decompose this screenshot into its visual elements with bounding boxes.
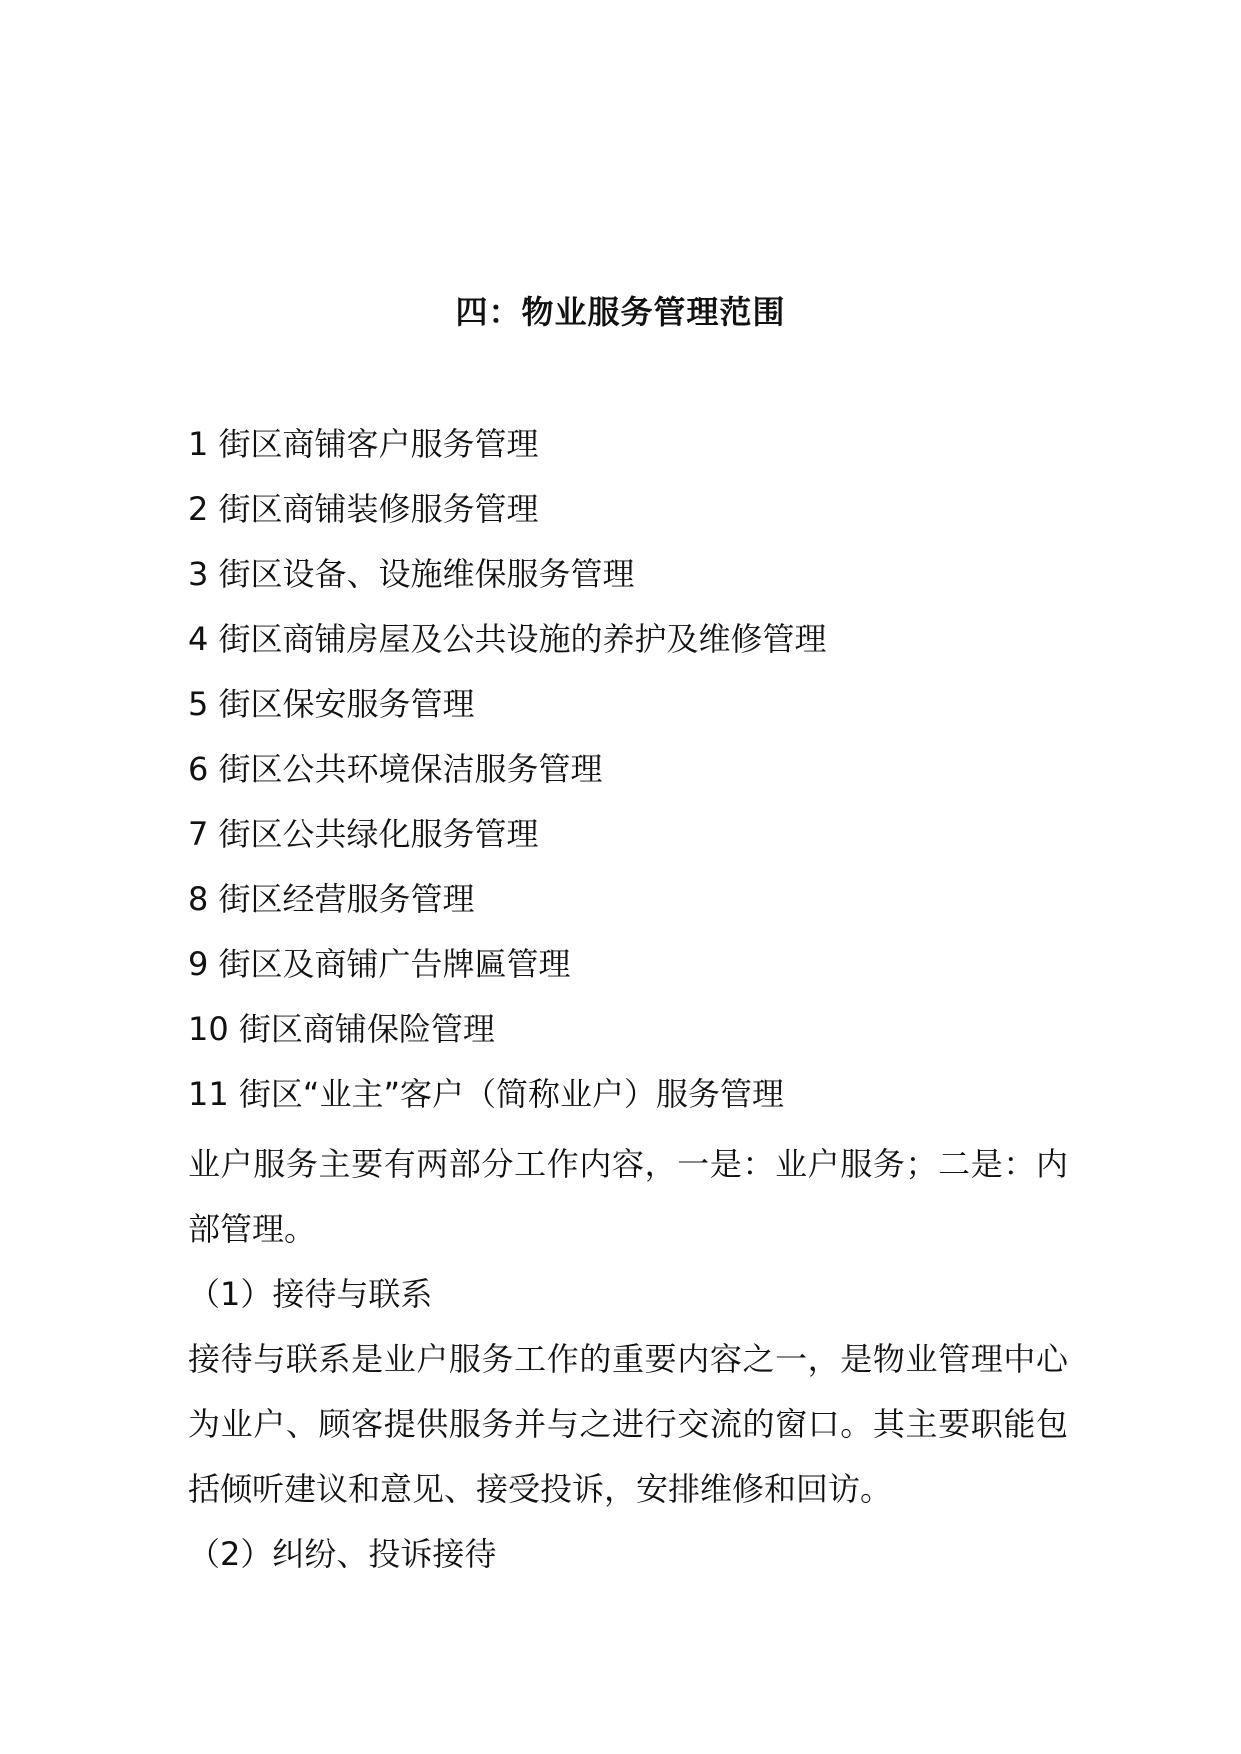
scope-list: [188, 420, 1068, 1135]
list-item: 3 街区设备、设施维保服务管理: [188, 555, 635, 593]
list-item: 1 街区商铺客户服务管理: [188, 425, 539, 463]
page-title: 四：物业服务管理范围: [455, 293, 786, 331]
list-item: 9 街区及商铺广告牌匾管理: [188, 945, 571, 983]
paragraph-reception: 接待与联系是业户服务工作的重要内容之一，是物业管理中心为业户、顾客提供服务并与之进行交流的窗口。其主要职能包括倾听建议和意见、接受投诉，安排维修和回访。: [188, 1340, 1068, 1508]
section-heading-reception: （1）接待与联系: [188, 1275, 433, 1313]
list-item: 6 街区公共环境保洁服务管理: [188, 750, 603, 788]
list-item: 5 街区保安服务管理: [188, 685, 475, 723]
paragraph-intro: 业户服务主要有两部分工作内容，一是：业户服务；二是：内部管理。: [188, 1145, 1068, 1248]
list-item: 8 街区经营服务管理: [188, 880, 475, 918]
list-item: 7 街区公共绿化服务管理: [188, 815, 539, 853]
list-item: 4 街区商铺房屋及公共设施的养护及维修管理: [188, 620, 827, 658]
list-item: 10 街区商铺保险管理: [188, 1010, 495, 1048]
list-item: 2 街区商铺装修服务管理: [188, 490, 539, 528]
list-item: 11 街区“业主”客户（简称业户）服务管理: [188, 1075, 785, 1113]
section-heading-disputes: （2）纠纷、投诉接待: [188, 1535, 497, 1573]
